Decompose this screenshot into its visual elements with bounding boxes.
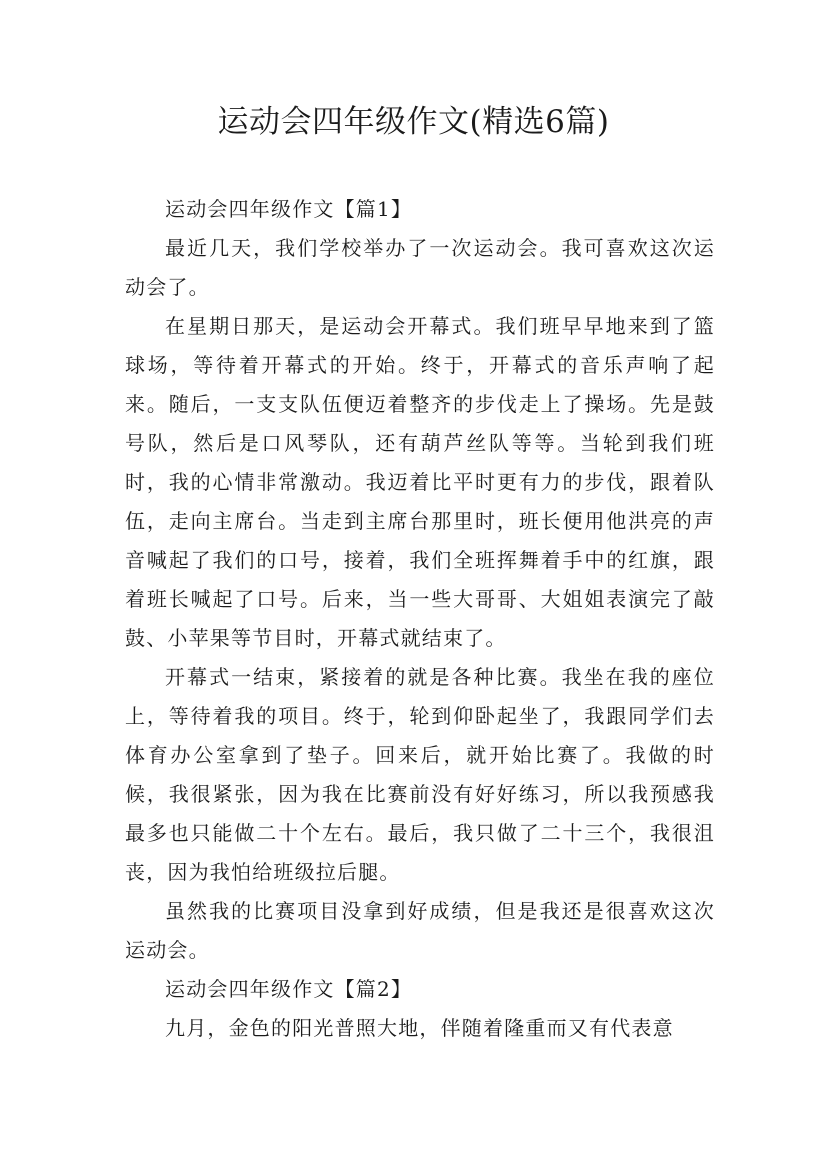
paragraph: 九月，金色的阳光普照大地，伴随着隆重而又有代表意: [165, 1016, 674, 1040]
document-body: [125, 190, 715, 1048]
paragraph: 虽然我的比赛项目没拿到好成绩，但是我还是很喜欢这次运动会。: [125, 899, 715, 962]
section-heading-2: 运动会四年级作文【篇2】: [165, 977, 413, 1001]
section-heading-1: 运动会四年级作文【篇1】: [165, 197, 413, 221]
paragraph: 开幕式一结束，紧接着的就是各种比赛。我坐在我的座位上，等待着我的项目。终于，轮到仰卧起坐了，我跟同学们去体育办公室拿到了垫子。回来后，就开始比赛了。我做的时候，我很紧张，因为我在比赛前没有好好练习，所以我预感我最多也只能做二十个左右。最后，我只做了二十三个，我很沮丧，因为我怕给班级拉后腿。: [125, 665, 715, 884]
document-title: 运动会四年级作文(精选6篇): [217, 104, 610, 140]
paragraph: 在星期日那天，是运动会开幕式。我们班早早地来到了篮球场，等待着开幕式的开始。终于，开幕式的音乐声响了起来。随后，一支支队伍便迈着整齐的步伐走上了操场。先是鼓号队，然后是口风琴队，还有葫芦丝队等等。当轮到我们班时，我的心情非常激动。我迈着比平时更有力的步伐，跟着队伍，走向主席台。当走到主席台那里时，班长便用他洪亮的声音喊起了我们的口号，接着，我们全班挥舞着手中的红旗，跟着班长喊起了口号。后来，当一些大哥哥、大姐姐表演完了敲鼓、小苹果等节目时，开幕式就结束了。: [125, 314, 715, 650]
paragraph: 最近几天，我们学校举办了一次运动会。我可喜欢这次运动会了。: [125, 236, 715, 299]
